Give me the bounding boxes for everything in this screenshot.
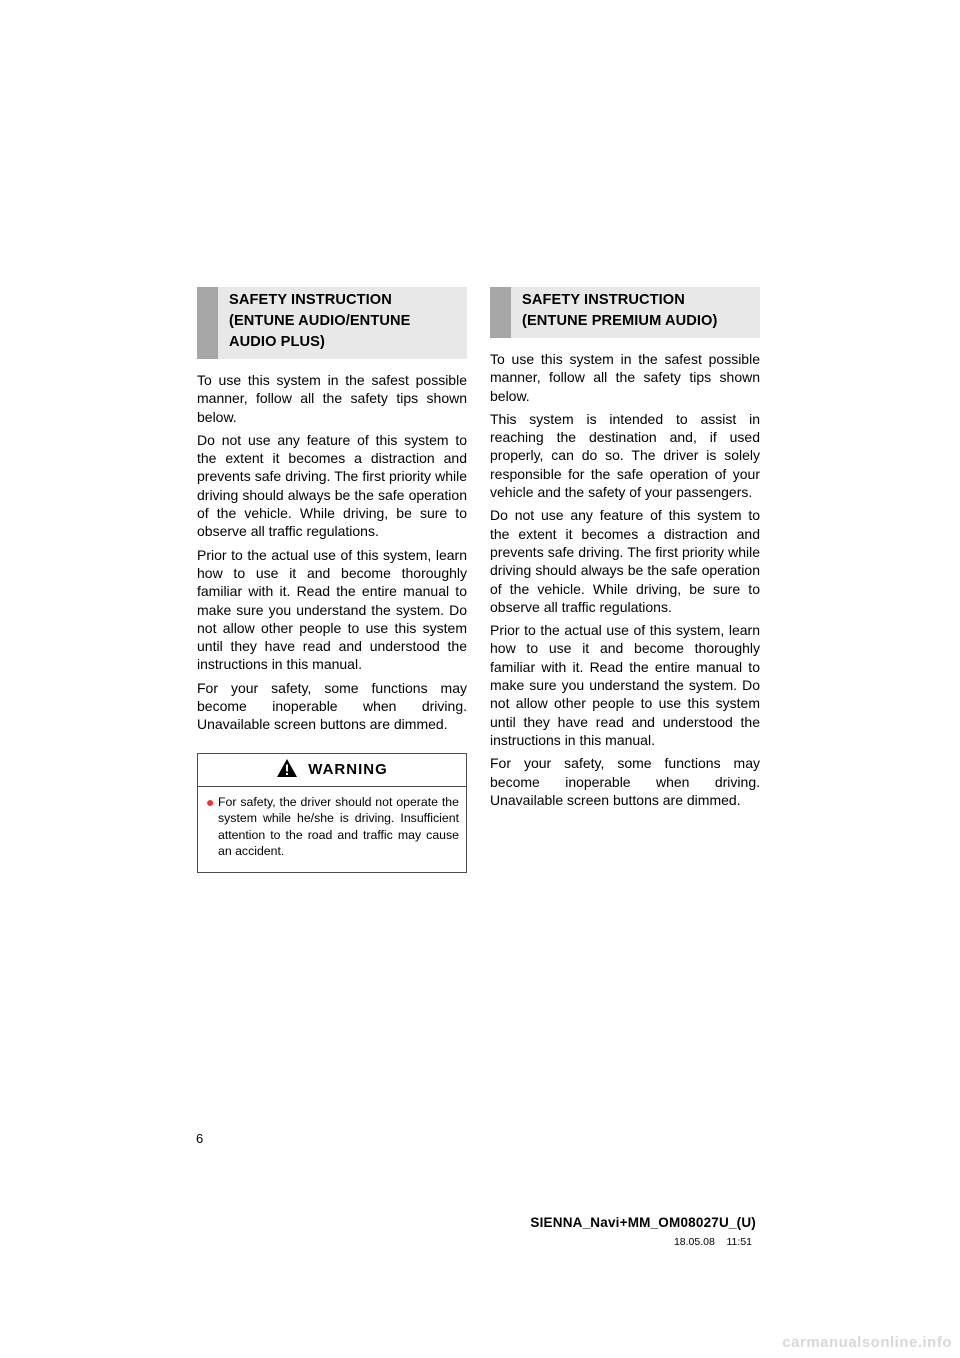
warning-box xyxy=(197,753,467,873)
paragraph: For your safety, some functions may become inoperable when driving. Unavailable screen buttons are dimmed. xyxy=(197,679,467,733)
section-heading-entune-premium-audio xyxy=(490,287,760,338)
heading-accent-bar xyxy=(490,287,511,338)
section-body xyxy=(490,350,760,809)
document-code: SIENNA_Navi+MM_OM08027U_(U) xyxy=(530,1215,756,1230)
paragraph: Do not use any feature of this system to the extent it becomes a distraction and prevents safe driving. The first priority while driving should always be the safe operation of the vehicle. While driving, be sure to observe all traffic regulations. xyxy=(490,507,760,615)
warning-triangle-icon xyxy=(276,758,298,778)
paragraph: For your safety, some functions may become inoperable when driving. Unavailable screen buttons are dimmed. xyxy=(490,755,760,808)
paragraph: This system is intended to assist in reaching the destination and, if used properly, can do so. The driver is solely responsible for the safe operation of your vehicle and the safety of your passengers. xyxy=(490,410,760,501)
paragraph: To use this system in the safest possible manner, follow all the safety tips shown below. xyxy=(197,372,467,425)
paragraph: Prior to the actual use of this system, learn how to use it and become thoroughly familiar with it. Read the entire manual to make sure you understand the system. Do not allow other people to use this system until they have read and understood the instructions in this manual. xyxy=(490,622,760,748)
section-heading-text: SAFETY INSTRUCTION (ENTUNE PREMIUM AUDIO) xyxy=(522,292,718,329)
paragraph: To use this system in the safest possible manner, follow all the safety tips shown below. xyxy=(490,351,760,404)
right-column xyxy=(490,287,760,814)
section-heading-text: SAFETY INSTRUCTION (ENTUNE AUDIO/ENTUNE AUDIO PLUS) xyxy=(229,292,411,350)
warning-body xyxy=(198,787,466,872)
warning-header xyxy=(198,754,466,787)
paragraph: Do not use any feature of this system to the extent it becomes a distraction and prevents safe driving. The first priority while driving should always be the safe operation of the vehicle. While driving, be sure to observe all traffic regulations. xyxy=(197,431,467,540)
section-body xyxy=(197,371,467,734)
warning-text: For safety, the driver should not operate the system while he/she is driving. Insufficient attention to the road and traffic may cause an accident. xyxy=(218,794,459,859)
left-column xyxy=(197,287,467,873)
warning-title: WARNING xyxy=(308,761,388,779)
document-date: 18.05.08 xyxy=(673,1236,715,1248)
heading-accent-bar xyxy=(197,287,218,359)
paragraph: Prior to the actual use of this system, learn how to use it and become thoroughly familiar with it. Read the entire manual to make sure you understand the system. Do not allow other people to use this system until they have read and understood the instructions in this manual. xyxy=(197,546,467,673)
warning-bullet-icon: ● xyxy=(206,793,215,810)
section-heading-entune-audio xyxy=(197,287,467,359)
document-time: 11:51 xyxy=(726,1236,752,1248)
watermark: carmanualsonline.info xyxy=(782,1334,952,1351)
document-timestamp xyxy=(674,1236,752,1248)
page-number: 6 xyxy=(196,1131,204,1146)
